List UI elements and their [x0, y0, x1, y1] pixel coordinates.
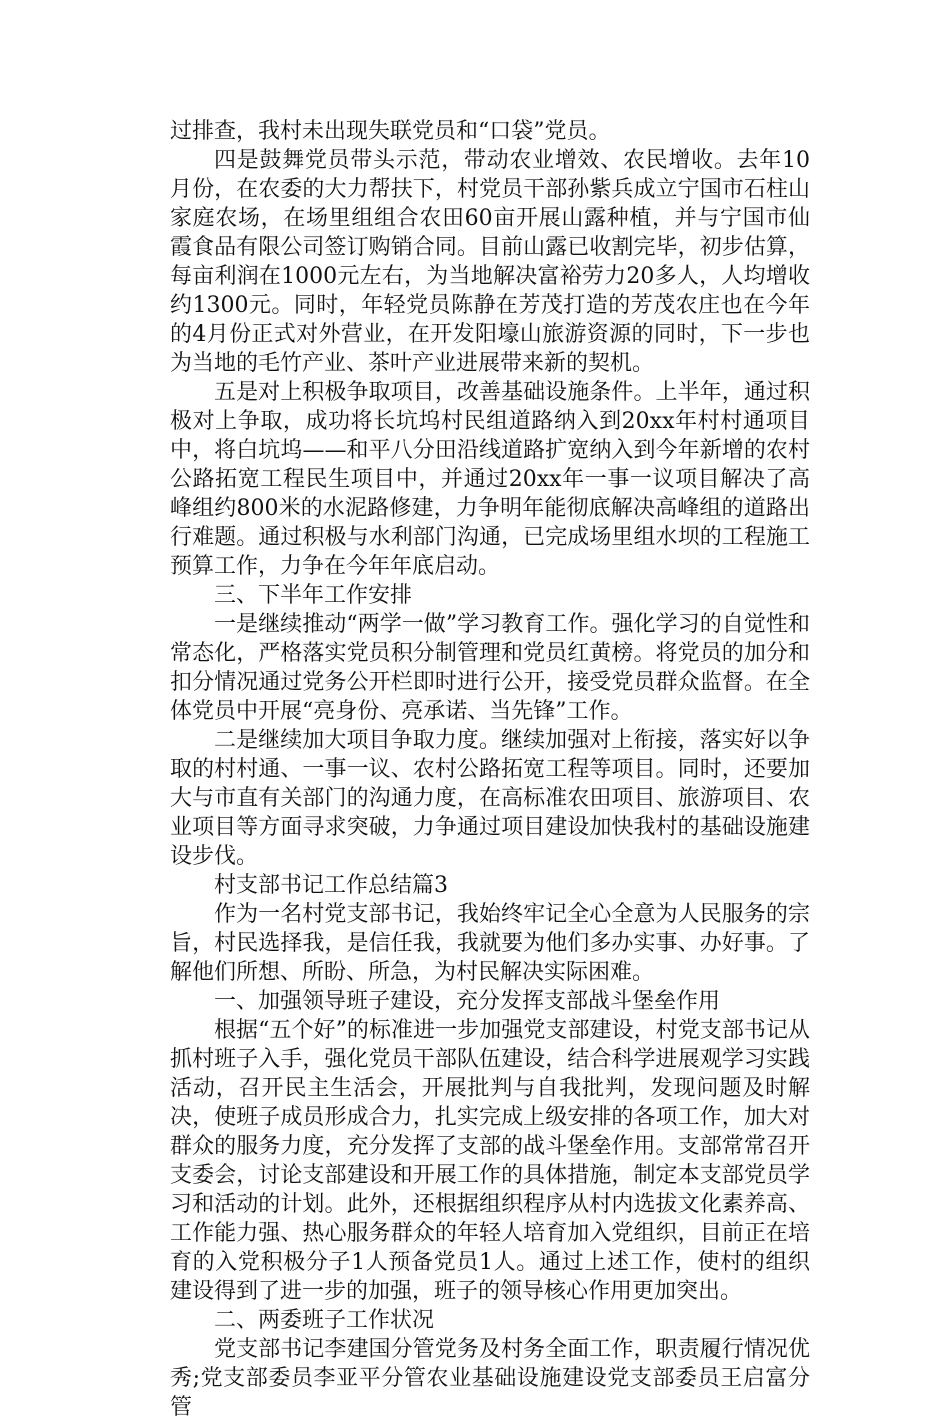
paragraph-1: 过排查，我村未出现失联党员和“口袋”党员。	[170, 119, 611, 144]
section-heading-3: 三、下半年工作安排	[214, 583, 413, 608]
paragraph-3: 五是对上积极争取项目，改善基础设施条件。上半年，通过积极对上争取，成功将长坑坞村民组道路纳入到20xx年村村通项目中，将白坑坞——和平八分田沿线道路扩宽纳入到今年新增的农村公路拓宽工程民生项目中，并通过20xx年一事一议项目解决了高峰组约800米的水泥路修建，力争明年能彻底解决高峰组的道路出行难题。通过积极与水利部门沟通，已完成场里组水坝的工程施工预算工作，力争在今年年底启动。	[170, 380, 810, 579]
section-heading-1: 一、加强领导班子建设，充分发挥支部战斗堡垒作用	[214, 989, 721, 1014]
paragraph-7: 根据“五个好”的标准进一步加强党支部建设，村党支部书记从抓村班子入手，强化党员干部队伍建设，结合科学进展观学习实践活动，召开民主生活会，开展批判与自我批判，发现问题及时解决，使班子成员形成合力，扎实完成上级安排的各项工作，加大对群众的服务力度，充分发挥了支部的战斗堡垒作用。支部常常召开支委会，讨论支部建设和开展工作的具体措施，制定本支部党员学习和活动的计划。此外，还根据组织程序从村内选拔文化素养高、工作能力强、热心服务群众的年轻人培育加入党组织，目前正在培育的入党积极分子1人预备党员1人。通过上述工作，使村的组织建设得到了进一步的加强，班子的领导核心作用更加突出。	[170, 1018, 810, 1304]
paragraph-4: 一是继续推动“两学一做”学习教育工作。强化学习的自觉性和常态化，严格落实党员积分制管理和党员红黄榜。将党员的加分和扣分情况通过党务公开栏即时进行公开，接受党员群众监督。在全体党员中开展“亮身份、亮承诺、当先锋”工作。	[170, 612, 810, 724]
paragraph-5: 二是继续加大项目争取力度。继续加强对上衔接，落实好以争取的村村通、一事一议、农村公路拓宽工程等项目。同时，还要加大与市直有关部门的沟通力度，在高标准农田项目、旅游项目、农业项目等方面寻求突破，力争通过项目建设加快我村的基础设施建设步伐。	[170, 728, 810, 869]
section-heading-2: 二、两委班子工作状况	[214, 1308, 435, 1333]
document-page	[170, 117, 810, 1422]
paragraph-8: 党支部书记李建国分管党务及村务全面工作，职责履行情况优秀;党支部委员李亚平分管农业基础设施建设党支部委员王启富分管	[170, 1337, 810, 1420]
paragraph-6: 作为一名村党支部书记，我始终牢记全心全意为人民服务的宗旨，村民选择我，是信任我，我就要为他们多办实事、办好事。了解他们所想、所盼、所急，为村民解决实际困难。	[170, 902, 810, 985]
paragraph-2: 四是鼓舞党员带头示范，带动农业增效、农民增收。去年10月份，在农委的大力帮扶下，村党员干部孙紫兵成立宁国市石柱山家庭农场，在场里组组合农田60亩开展山露种植，并与宁国市仙霞食品有限公司签订购销合同。目前山露已收割完毕，初步估算，每亩利润在1000元左右，为当地解决富裕劳力20多人，人均增收约1300元。同时，年轻党员陈静在芳茂打造的芳茂农庄也在今年的4月份正式对外营业，在开发阳壕山旅游资源的同时，下一步也为当地的毛竹产业、茶叶产业进展带来新的契机。	[170, 148, 810, 376]
chapter-title: 村支部书记工作总结篇3	[214, 873, 448, 898]
